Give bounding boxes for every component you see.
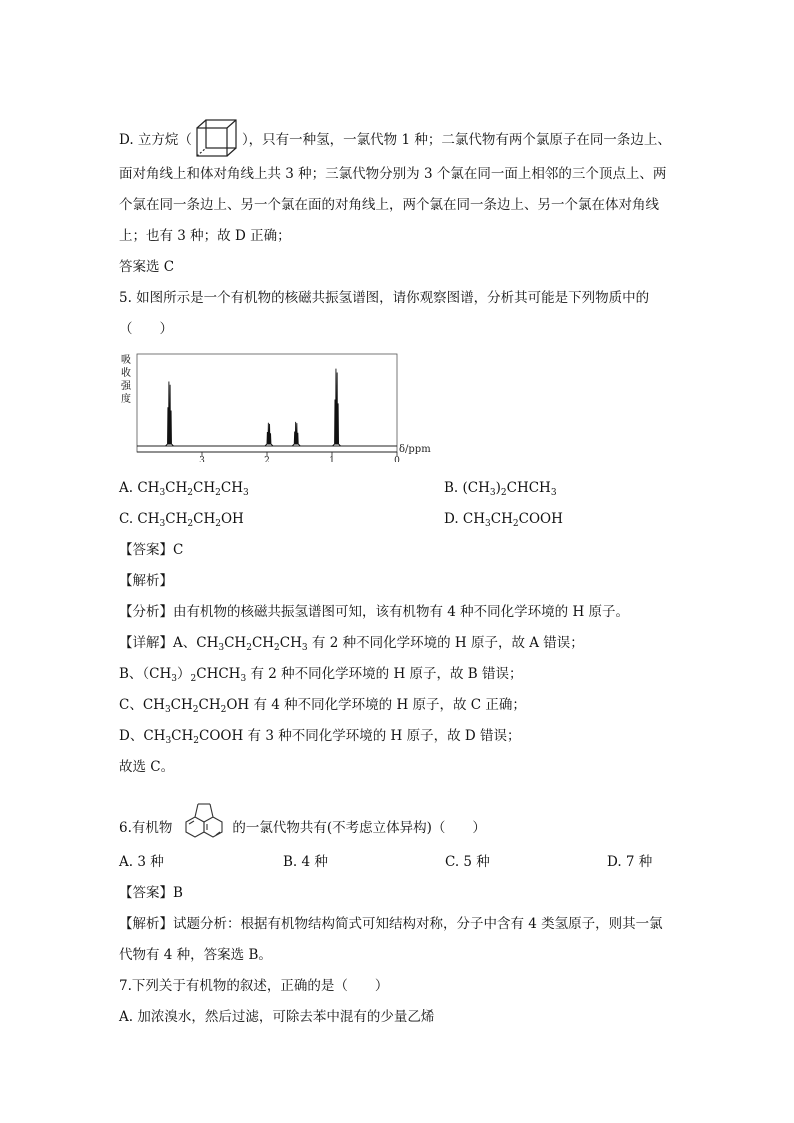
q6-option-c: C. 5 种: [445, 854, 490, 870]
q4-d-line3: 个氯在同一条边上、另一个氯在面的对角线上，两个氯在同一条边上、另一个氯在体对角线: [119, 197, 659, 213]
q5-conclusion: 故选 C。: [119, 759, 175, 775]
q5-detail-a: 【详解】A、$CH_3CH_2CH_2CH_3$ 有 2 种不同化学环境的 H 原子，故 A 错误；: [119, 635, 584, 653]
q6-answer: 【答案】B: [119, 885, 183, 901]
nmr-ylabel-char-2: 收: [121, 368, 131, 379]
q5-option-d: D. $CH_3CH_2COOH$: [444, 511, 563, 529]
q6-analysis-line1: 【解析】试题分析：根据有机物结构简式可知结构对称，分子中含有 4 类氢原子，则其一氯: [119, 916, 663, 932]
nmr-tick-label-3: 3: [199, 456, 205, 462]
q5-fenxi: 【分析】由有机物的核磁共振氢谱图可知，该有机物有 4 种不同化学环境的 H 原子。: [119, 604, 630, 620]
nmr-ylabel-char-4: 度: [121, 394, 131, 405]
nmr-ylabel-char-1: 吸: [121, 355, 131, 366]
q5-detail-d: D、$CH_3CH_2COOH$ 有 3 种不同化学环境的 H 原子，故 D 错误；: [119, 728, 521, 746]
acenaphthene-structure-icon: [172, 800, 232, 857]
nmr-tick-label-2: 2: [264, 456, 270, 462]
q4-d-line2: 面对角线上和体对角线上共 3 种；三氯代物分别为 3 个氯在同一面上相邻的三个顶点上、两: [119, 166, 667, 182]
nmr-plot-area: [137, 354, 431, 462]
nmr-spectrum-chart: [119, 352, 439, 466]
q6-stem-a: 6.有机物: [119, 820, 173, 836]
q5-stem-line1: 5. 如图所示是一个有机物的核磁共振氢谱图，请你观察图谱，分析其可能是下列物质中的: [119, 290, 650, 306]
q5-option-a: A. $CH_3CH_2CH_2CH_3$: [119, 480, 249, 498]
nmr-peak-2: [265, 423, 273, 446]
nmr-xlabel: δ/ppm: [399, 444, 431, 455]
q5-detail-c: C、$CH_3CH_2CH_2OH$ 有 4 种不同化学环境的 H 原子，故 C 正确；: [119, 697, 526, 715]
q5-answer: 【答案】C: [119, 542, 184, 558]
q6-option-a: A. 3 种: [119, 854, 164, 870]
q4-d-text-a: D. 立方烷（: [119, 132, 192, 148]
q4-answer: 答案选 C: [119, 259, 175, 275]
q6-stem: [119, 800, 486, 857]
nmr-ylabel-char-3: 强: [121, 381, 131, 392]
q5-detail-b: B、$(CH_3)_2CHCH_3$ 有 2 种不同化学环境的 H 原子，故 B 错误；: [119, 666, 523, 684]
q4-d-line1: [119, 118, 671, 163]
q6-analysis-line2: 代物有 4 种，答案选 B。: [119, 947, 272, 963]
nmr-tick-label-0: 0: [394, 456, 400, 462]
q7-stem: 7.下列关于有机物的叙述，正确的是（ ）: [119, 978, 389, 994]
q5-stem-line2: （ ）: [119, 321, 173, 337]
nmr-tick-label-1: 1: [329, 456, 335, 462]
q6-option-b: B. 4 种: [283, 854, 328, 870]
q5-analysis-head: 【解析】: [119, 573, 173, 589]
nmr-peak-3: [292, 422, 300, 446]
q4-d-line4: 上；也有 3 种；故 D 正确；: [119, 228, 291, 244]
q4-d-text-b: ），只有一种氢，一氯代物 1 种；二氯代物有两个氯原子在同一条边上、: [241, 132, 671, 148]
q6-option-d: D. 7 种: [607, 854, 653, 870]
q5-option-b: B. $(CH_3)_2CHCH_3$: [444, 480, 557, 498]
q7-option-a: A. 加浓溴水，然后过滤，可除去苯中混有的少量乙烯: [119, 1009, 435, 1025]
nmr-spectrum-svg: [119, 352, 439, 462]
q5-option-c: C. $CH_3CH_2CH_2OH$: [119, 511, 244, 529]
nmr-peak-1: [166, 382, 174, 447]
q6-stem-b: 的一氯代物共有(不考虑立体异构)（ ）: [232, 820, 486, 836]
nmr-peak-4: [333, 369, 341, 446]
cube-structure-icon: [194, 118, 240, 163]
